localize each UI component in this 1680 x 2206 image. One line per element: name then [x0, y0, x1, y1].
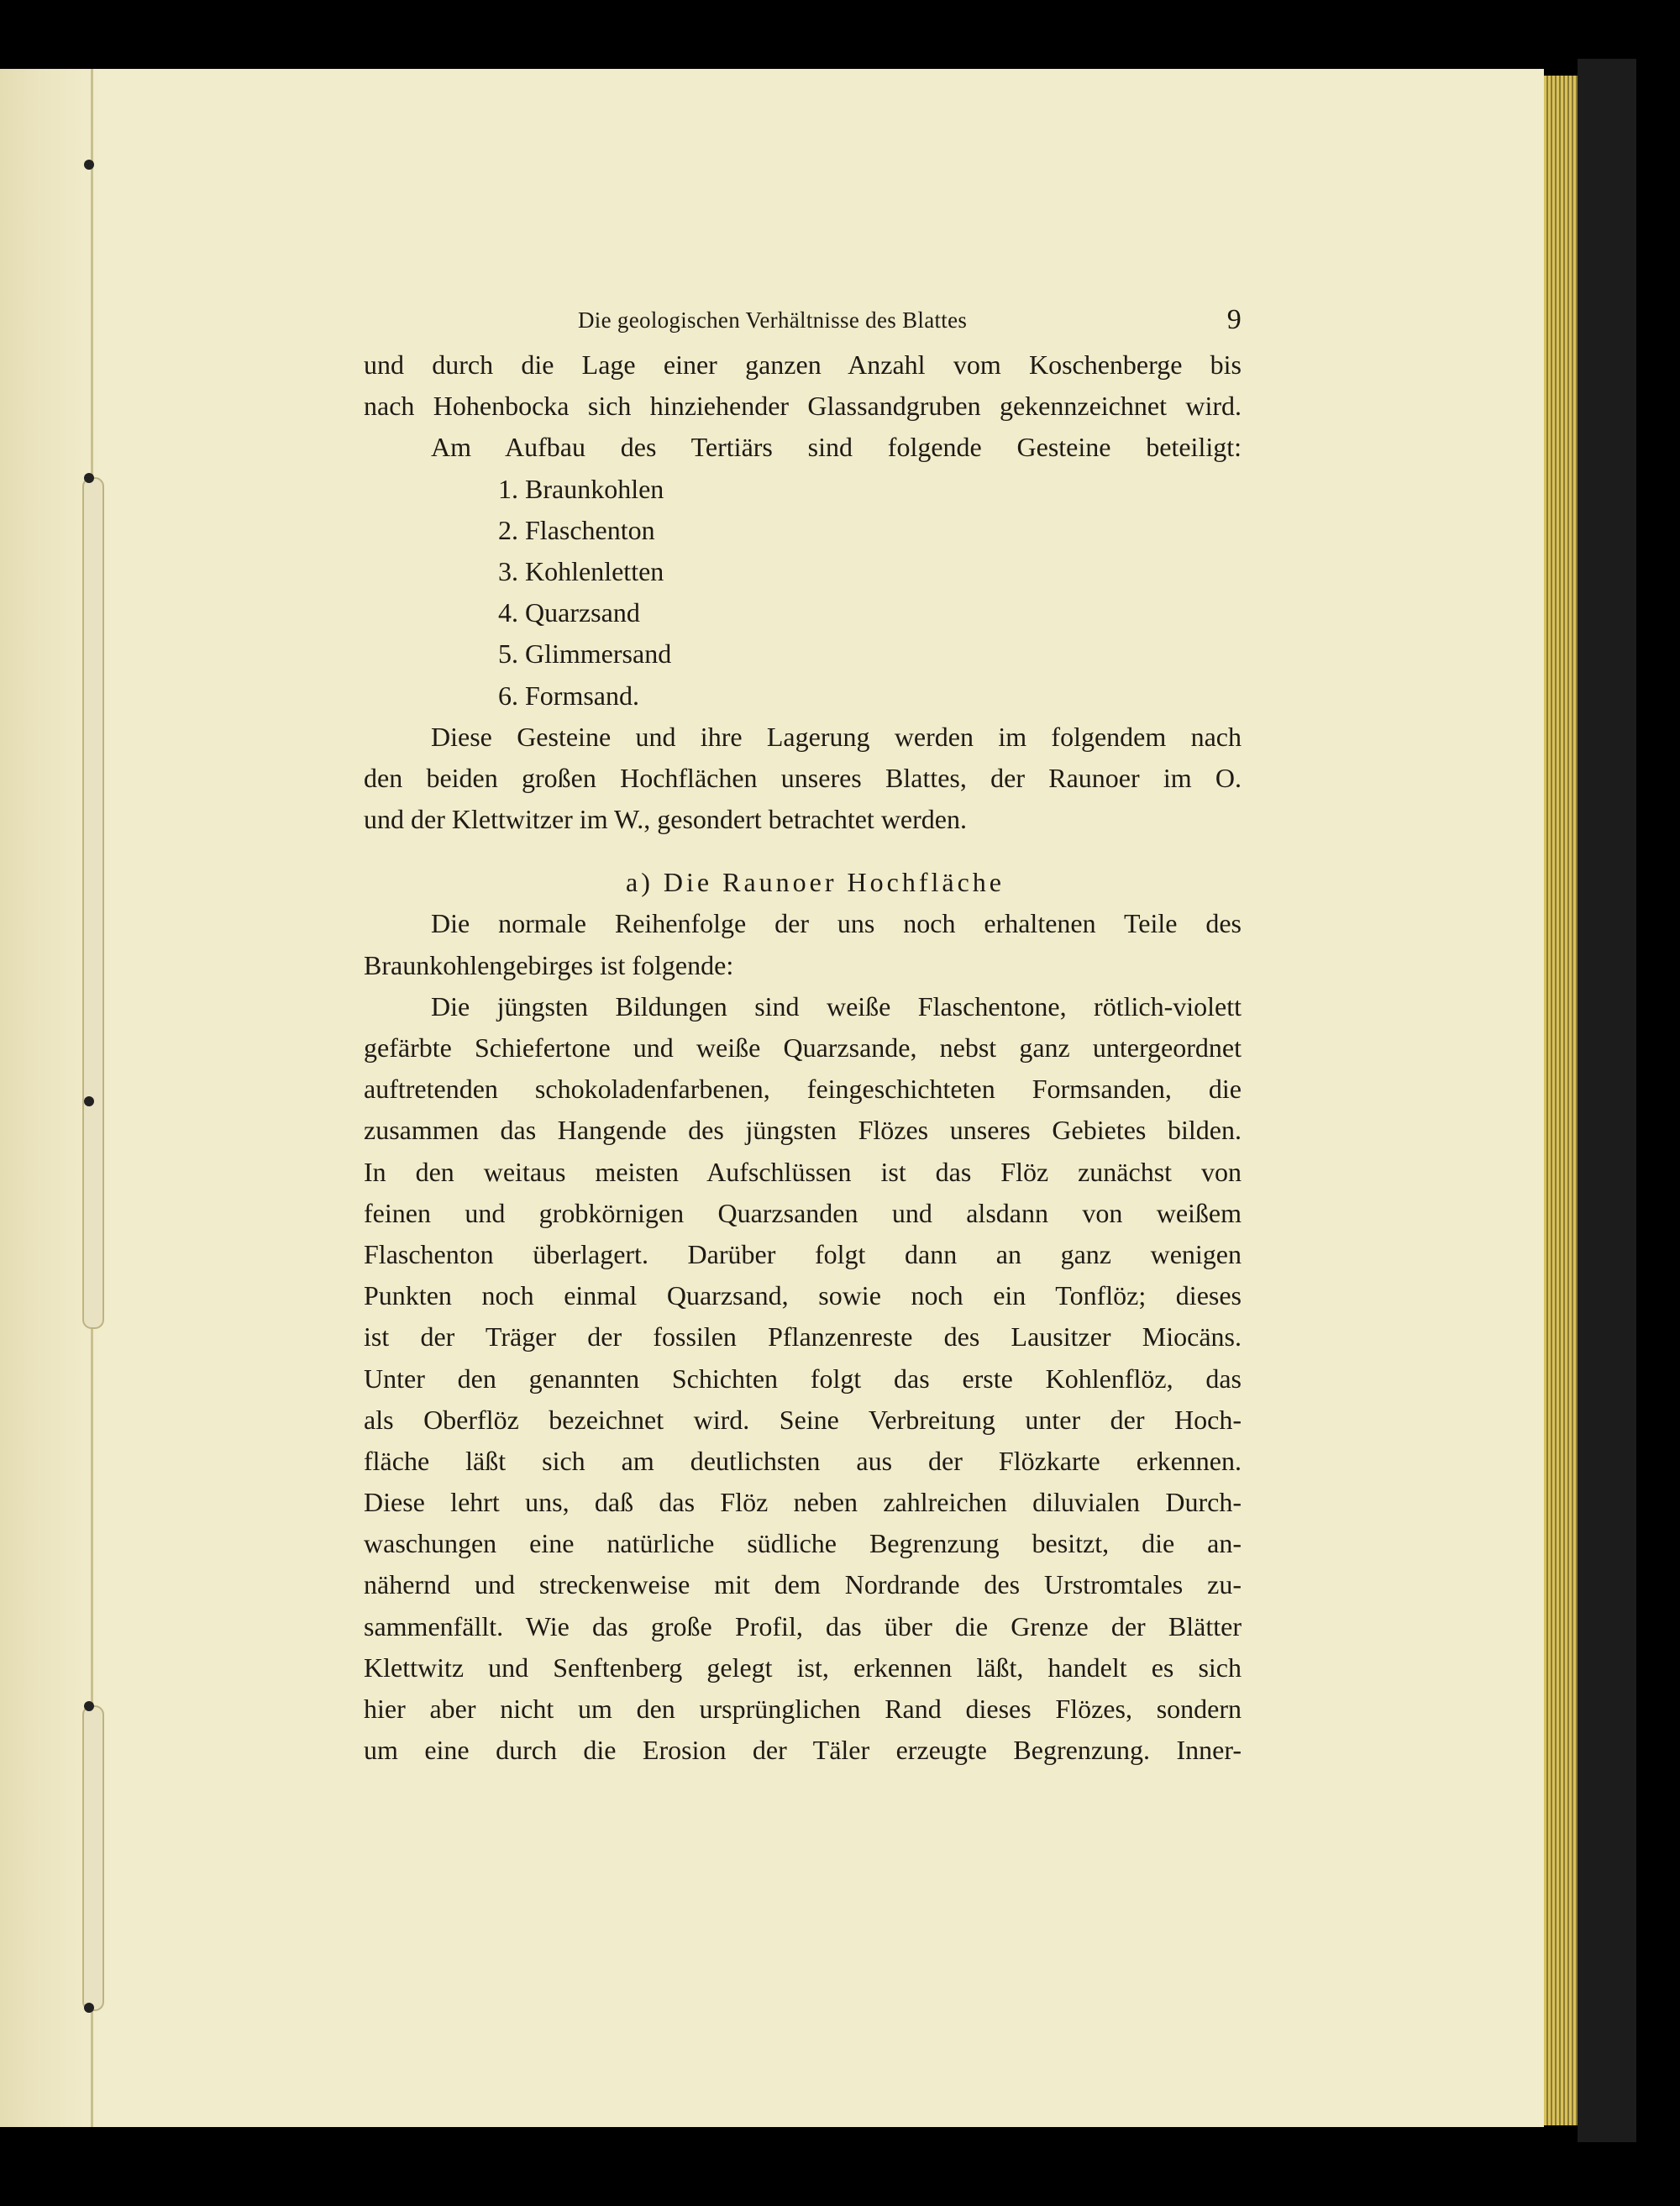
text-line: Klettwitz und Senftenberg gelegt ist, erkennen läßt, handelt es sich — [364, 1652, 1242, 1683]
text-line: als Oberflöz bezeichnet wird. Seine Verbreitung unter der Hoch- — [364, 1404, 1242, 1435]
text-line: In den weitaus meisten Aufschlüssen ist das Flöz zunächst von — [364, 1156, 1242, 1187]
text-line: gefärbte Schiefertone und weiße Quarzsande, nebst ganz untergeordnet — [364, 1032, 1242, 1063]
list-item: 4. Quarzsand — [498, 597, 640, 628]
running-header — [364, 302, 1242, 344]
text-line: auftretenden schokoladenfarbenen, feingeschichteten Formsanden, die — [364, 1074, 1242, 1105]
page-text-block — [364, 302, 1242, 1771]
text-line: den beiden großen Hochflächen unseres Blattes, der Raunoer im O. — [364, 762, 1242, 793]
list-item: 5. Glimmersand — [498, 638, 672, 670]
text-line: Die jüngsten Bildungen sind weiße Flaschentone, rötlich-violett — [431, 990, 1242, 1022]
text-line: nähernd und streckenweise mit dem Nordrande des Urstromtales zu- — [364, 1569, 1242, 1600]
text-line: und der Klettwitzer im W., gesondert betrachtet werden. — [364, 804, 967, 835]
text-line: Die normale Reihenfolge der uns noch erhaltenen Teile des — [431, 908, 1242, 939]
text-line: Unter den genannten Schichten folgt das erste Kohlenflöz, das — [364, 1363, 1242, 1394]
text-line: hier aber nicht um den ursprünglichen Rand dieses Flözes, sondern — [364, 1694, 1242, 1724]
running-head-title: Die geologischen Verhältnisse des Blattes — [578, 307, 968, 333]
binding-stitch-dot — [84, 1701, 94, 1711]
text-line: Diese Gesteine und ihre Lagerung werden im folgendem nach — [431, 721, 1242, 752]
binding-thread-lower — [82, 1705, 104, 2011]
binding-stitch-dot — [84, 473, 94, 483]
text-line: Flaschenton überlagert. Darüber folgt dann an ganz wenigen — [364, 1238, 1242, 1269]
binding-stitch-dot — [84, 160, 94, 170]
text-line: Punkten noch einmal Quarzsand, sowie noch ein Tonflöz; dieses — [364, 1280, 1242, 1311]
page-number: 9 — [1226, 304, 1242, 335]
text-line: nach Hohenbocka sich hinziehender Glassandgruben gekennzeichnet wird. — [364, 391, 1242, 422]
binding-stitch-dot — [84, 1096, 94, 1106]
page-edges-gilt — [1544, 76, 1578, 2125]
text-line: waschungen eine natürliche südliche Begrenzung besitzt, die an- — [364, 1528, 1242, 1559]
text-line: zusammen das Hangende des jüngsten Flözes unseres Gebietes bilden. — [364, 1115, 1242, 1146]
binding-thread-upper — [82, 477, 104, 1329]
text-line: fläche läßt sich am deutlichsten aus der Flözkarte erkennen. — [364, 1445, 1242, 1476]
list-item: 1. Braunkohlen — [498, 473, 664, 504]
list-item: 2. Flaschenton — [498, 514, 655, 545]
text-line: feinen und grobkörnigen Quarzsanden und alsdann von weißem — [364, 1197, 1242, 1228]
text-line: um eine durch die Erosion der Täler erzeugte Begrenzung. Inner- — [364, 1735, 1242, 1766]
text-line: sammenfällt. Wie das große Profil, das über die Grenze der Blätter — [364, 1610, 1242, 1641]
book-cover-edge — [1578, 59, 1636, 2142]
list-item: 3. Kohlenletten — [498, 555, 664, 586]
list-item: 6. Formsand. — [498, 680, 639, 711]
section-heading: a) Die Raunoer Hochfläche — [626, 867, 1005, 898]
binding-stitch-dot — [84, 2003, 94, 2013]
text-line: Diese lehrt uns, daß das Flöz neben zahlreichen diluvialen Durch- — [364, 1487, 1242, 1518]
list-intro: Am Aufbau des Tertiärs sind folgende Gesteine beteiligt: — [431, 432, 1242, 463]
text-line: ist der Träger der fossilen Pflanzenreste des Lausitzer Miocäns. — [364, 1321, 1242, 1352]
text-line: und durch die Lage einer ganzen Anzahl vom Koschenberge bis — [364, 349, 1242, 380]
text-line: Braunkohlengebirges ist folgende: — [364, 949, 734, 980]
